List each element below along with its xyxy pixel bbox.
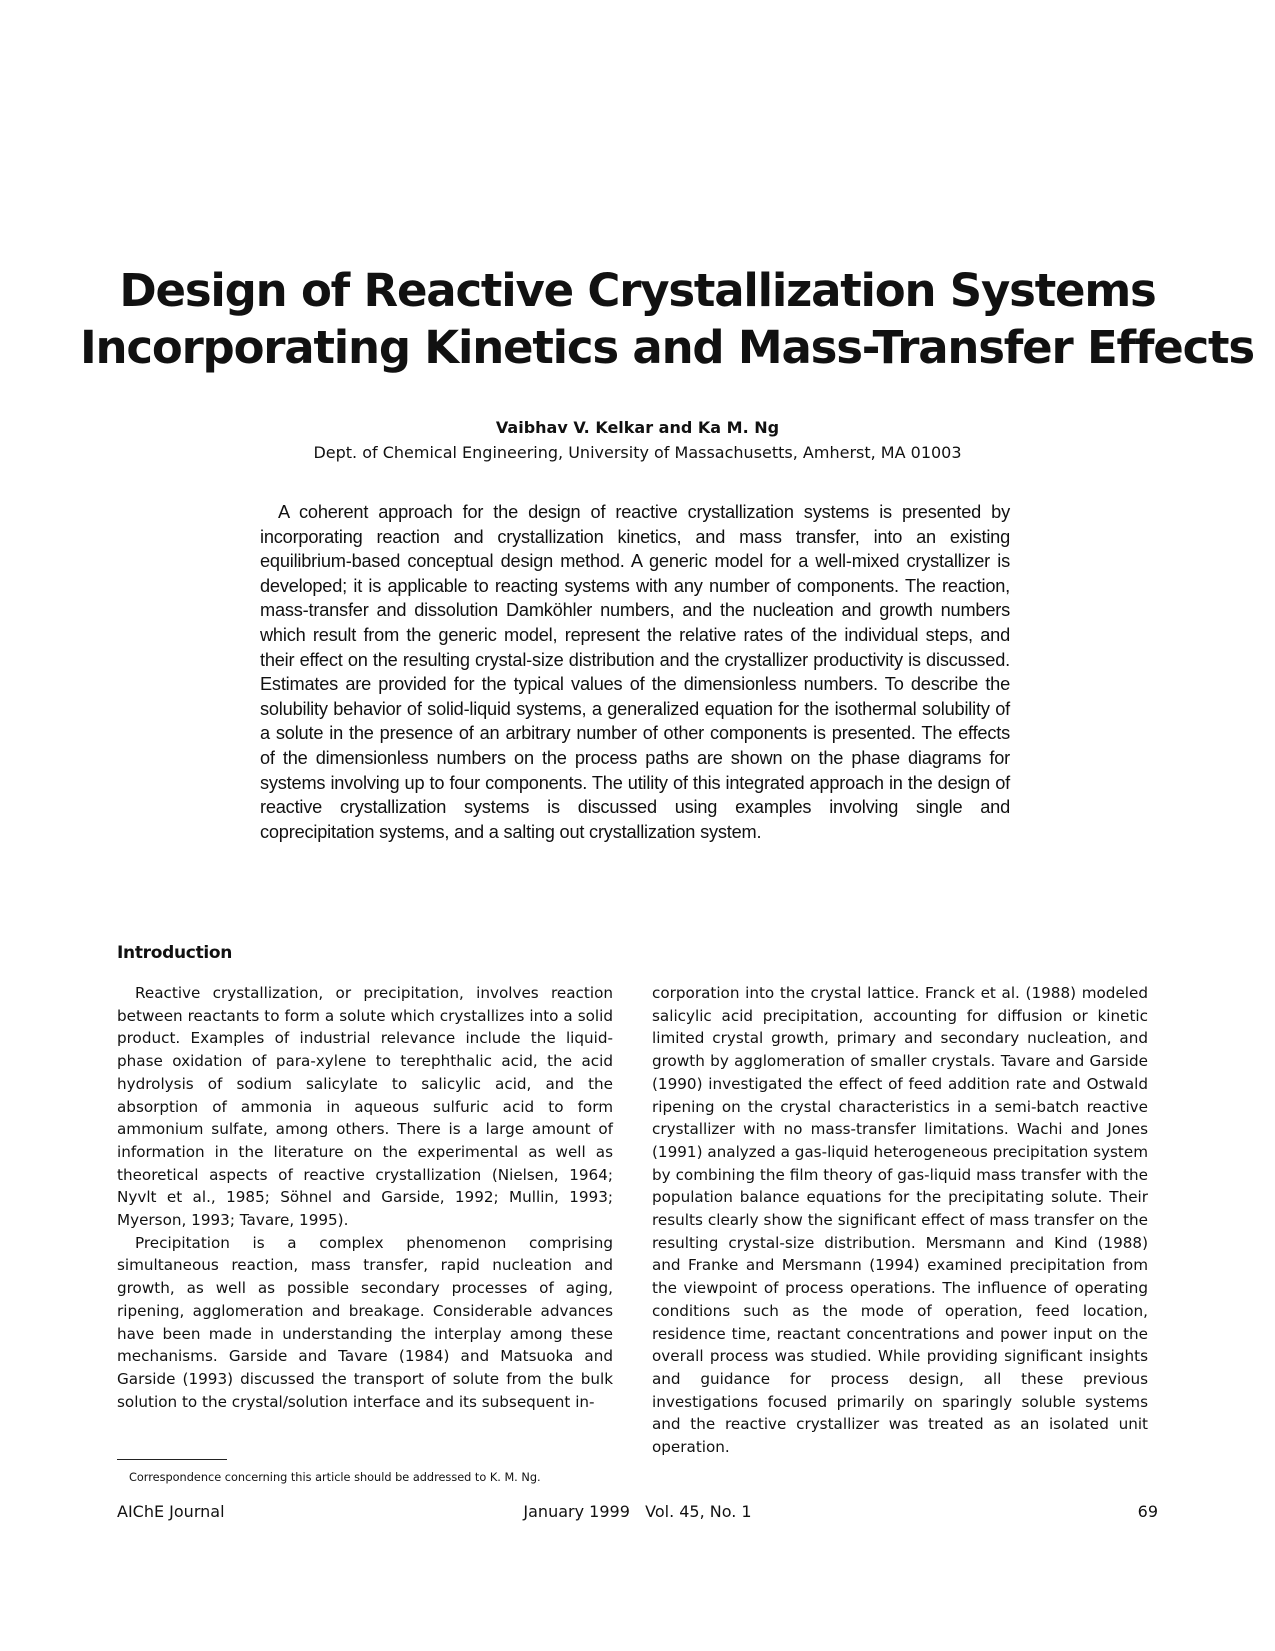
footer-journal-name: AIChE Journal: [117, 1502, 225, 1521]
article-title: [80, 262, 1254, 376]
abstract-paragraph: A coherent approach for the design of reactive crystallization systems is presented by incorporating reaction and crystallization kinetics, and mass transfer, into an existing equilibrium-based conceptual design method. A generic model for a well-mixed crystallizer is developed; it is applicable to reacting systems with any number of components. The reaction, mass-transfer and dissolution Damköhler numbers, and the nucleation and growth numbers which result from the generic model, represent the relative rates of the individual steps, and their effect on the resulting crystal-size distribution and the crystallizer productivity is discussed. Estimates are provided for the typical values of the dimensionless numbers. To describe the solubility behavior of solid-liquid systems, a generalized equation for the isothermal solubility of a solute in the presence of an arbitrary number of other components is presented. The effects of the dimensionless numbers on the process paths are shown on the phase diagrams for systems involving up to four components. The utility of this integrated approach in the design of reactive crystallization systems is discussed using examples involving single and coprecipitation systems, and a salting out crystallization system.: [260, 502, 1010, 842]
article-title-line-2: Incorporating Kinetics and Mass-Transfer Effects: [80, 321, 1254, 374]
article-title-line-1: Design of Reactive Crystallization Systems: [119, 264, 1156, 317]
author-names: Vaibhav V. Kelkar and Ka M. Ng: [495, 418, 780, 437]
intro-paragraph-2: Precipitation is a complex phenomenon comprising simultaneous reaction, mass transfer, rapid nucleation and growth, as well as possible secondary processes of aging, ripening, agglomeration and breakage. Considerable advances have been made in understanding the interplay among these mechanisms. Garside and Tavare (1984) and Matsuoka and Garside (1993) discussed the transport of solute from the bulk solution to the crystal/solution interface and its subsequent in-: [117, 1233, 613, 1411]
right-column: [652, 982, 1148, 1459]
introduction-heading: Introduction: [117, 943, 233, 963]
correspondence-footnote: Correspondence concerning this article should be addressed to K. M. Ng.: [129, 1471, 541, 1484]
footnote-divider: [117, 1459, 227, 1460]
author-affiliation: Dept. of Chemical Engineering, University of Massachusetts, Amherst, MA 01003: [313, 443, 962, 462]
intro-paragraph-3: corporation into the crystal lattice. Franck et al. (1988) modeled salicylic acid precipitation, accounting for diffusion or kinetic limited crystal growth, primary and secondary nucleation, and growth by agglomeration of smaller crystals. Tavare and Garside (1990) investigated the effect of feed addition rate and Ostwald ripening on the crystal characteristics in a semi-batch reactive crystallizer with no mass-transfer limitations. Wachi and Jones (1991) analyzed a gas-liquid heterogeneous precipitation system by combining the film theory of gas-liquid mass transfer with the population balance equations for the precipitating solute. Their results clearly show the significant effect of mass transfer on the resulting crystal-size distribution. Mersmann and Kind (1988) and Franke and Mersmann (1994) examined precipitation from the viewpoint of process operations. The influence of operating conditions such as the mode of operation, feed location, residence time, reactant concentrations and power input on the overall process was studied. While providing significant insights and guidance for process design, all these previous investigations focused primarily on sparingly soluble systems and the reactive crystallizer was treated as an isolated unit operation.: [652, 984, 1148, 1457]
footer-page-number: 69: [1137, 1502, 1158, 1521]
intro-paragraph-1: Reactive crystallization, or precipitation, involves reaction between reactants to form a solute which crystallizes into a solid product. Examples of industrial relevance include the liquid-phase oxidation of para-xylene to terephthalic acid, the acid hydrolysis of sodium salicylate to salicylic acid, and the absorption of ammonia in aqueous sulfuric acid to form ammonium sulfate, among others. There is a large amount of information in the literature on the experimental as well as theoretical aspects of reactive crystallization (Nielsen, 1964; Nyvlt et al., 1985; Söhnel and Garside, 1992; Mullin, 1993; Myerson, 1993; Tavare, 1995).: [117, 984, 613, 1230]
footer-issue-info: January 1999 Vol. 45, No. 1: [523, 1502, 752, 1521]
left-column: [117, 982, 613, 1413]
